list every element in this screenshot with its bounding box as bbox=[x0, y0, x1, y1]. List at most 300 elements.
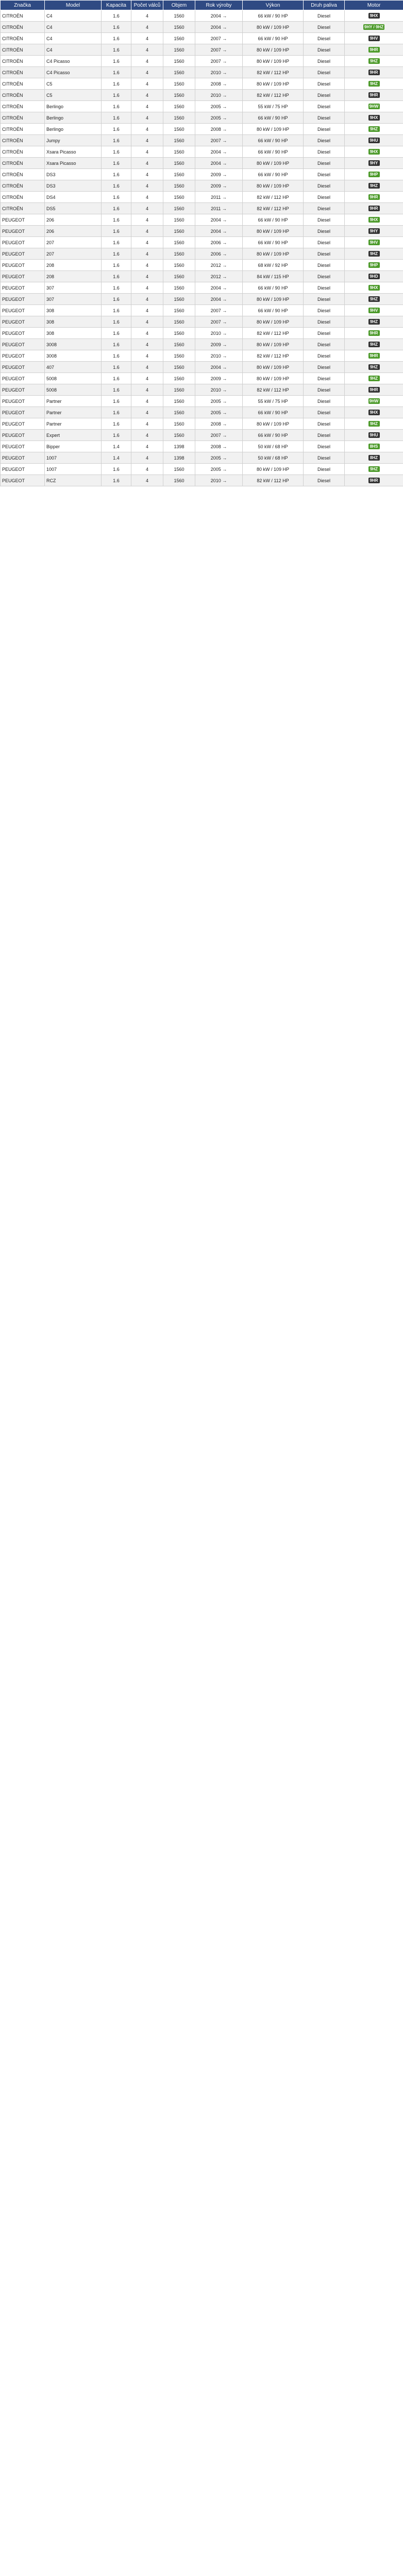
cell-engine bbox=[345, 441, 403, 452]
cell-fuel: Diesel bbox=[304, 124, 345, 135]
cell-cap: 1.6 bbox=[102, 328, 131, 339]
cell-engine bbox=[345, 90, 403, 101]
cell-cap: 1.6 bbox=[102, 305, 131, 316]
table-row bbox=[1, 373, 403, 384]
cell-engine bbox=[345, 430, 403, 441]
cell-brand: PEUGEOT bbox=[1, 328, 45, 339]
engine-code-badge: 9HX bbox=[368, 410, 380, 415]
cell-year: 2005 → bbox=[195, 112, 243, 124]
cell-year: 2006 → bbox=[195, 248, 243, 260]
cell-brand: PEUGEOT bbox=[1, 464, 45, 475]
cell-brand: PEUGEOT bbox=[1, 316, 45, 328]
cell-cap: 1.6 bbox=[102, 396, 131, 407]
cell-engine bbox=[345, 146, 403, 158]
cell-model: Xsara Picasso bbox=[45, 158, 102, 169]
cell-model: 407 bbox=[45, 362, 102, 373]
cell-cyl: 4 bbox=[131, 135, 163, 146]
cell-power: 66 kW / 90 HP bbox=[243, 146, 304, 158]
cell-cyl: 4 bbox=[131, 112, 163, 124]
cell-power: 80 kW / 109 HP bbox=[243, 44, 304, 56]
engine-code-badge: 9HY bbox=[368, 160, 380, 166]
cell-vol: 1560 bbox=[163, 339, 195, 350]
table-row bbox=[1, 305, 403, 316]
cell-vol: 1560 bbox=[163, 248, 195, 260]
cell-power: 66 kW / 90 HP bbox=[243, 169, 304, 180]
cell-vol: 1560 bbox=[163, 362, 195, 373]
cell-vol: 1560 bbox=[163, 328, 195, 339]
cell-cap: 1.6 bbox=[102, 271, 131, 282]
cell-power: 80 kW / 109 HP bbox=[243, 124, 304, 135]
cell-model: DS3 bbox=[45, 169, 102, 180]
cell-year: 2007 → bbox=[195, 56, 243, 67]
cell-brand: PEUGEOT bbox=[1, 418, 45, 430]
cell-power: 84 kW / 115 HP bbox=[243, 271, 304, 282]
cell-fuel: Diesel bbox=[304, 22, 345, 33]
table-header-row bbox=[1, 1, 403, 10]
engine-code-badge: 9HZ bbox=[368, 251, 380, 257]
cell-brand: PEUGEOT bbox=[1, 248, 45, 260]
cell-vol: 1560 bbox=[163, 418, 195, 430]
cell-vol: 1560 bbox=[163, 101, 195, 112]
cell-power: 80 kW / 109 HP bbox=[243, 226, 304, 237]
cell-power: 80 kW / 109 HP bbox=[243, 362, 304, 373]
cell-fuel: Diesel bbox=[304, 294, 345, 305]
column-header: Motor bbox=[345, 1, 403, 10]
cell-power: 80 kW / 109 HP bbox=[243, 464, 304, 475]
engine-code-badge: 9HX bbox=[368, 115, 380, 121]
cell-power: 66 kW / 90 HP bbox=[243, 135, 304, 146]
cell-engine bbox=[345, 396, 403, 407]
cell-cyl: 4 bbox=[131, 78, 163, 90]
cell-brand: PEUGEOT bbox=[1, 384, 45, 396]
cell-cap: 1.6 bbox=[102, 33, 131, 44]
cell-power: 50 kW / 68 HP bbox=[243, 452, 304, 464]
cell-fuel: Diesel bbox=[304, 418, 345, 430]
cell-vol: 1560 bbox=[163, 407, 195, 418]
cell-cap: 1.6 bbox=[102, 78, 131, 90]
cell-year: 2009 → bbox=[195, 373, 243, 384]
engine-code-badge: 9HX bbox=[368, 217, 380, 223]
cell-cap: 1.6 bbox=[102, 226, 131, 237]
cell-engine bbox=[345, 192, 403, 203]
engine-table bbox=[0, 0, 403, 486]
cell-model: C4 bbox=[45, 22, 102, 33]
table-row bbox=[1, 248, 403, 260]
cell-engine bbox=[345, 475, 403, 486]
cell-cyl: 4 bbox=[131, 90, 163, 101]
cell-cyl: 4 bbox=[131, 192, 163, 203]
engine-code-badge: 9HZ bbox=[368, 296, 380, 302]
cell-cap: 1.6 bbox=[102, 135, 131, 146]
cell-year: 2007 → bbox=[195, 135, 243, 146]
cell-brand: PEUGEOT bbox=[1, 396, 45, 407]
cell-year: 2005 → bbox=[195, 464, 243, 475]
cell-year: 2004 → bbox=[195, 362, 243, 373]
cell-engine bbox=[345, 180, 403, 192]
cell-model: Partner bbox=[45, 407, 102, 418]
cell-cap: 1.6 bbox=[102, 10, 131, 22]
table-row bbox=[1, 214, 403, 226]
cell-brand: CITROËN bbox=[1, 10, 45, 22]
cell-year: 2005 → bbox=[195, 407, 243, 418]
cell-engine bbox=[345, 169, 403, 180]
table-row bbox=[1, 237, 403, 248]
cell-engine bbox=[345, 294, 403, 305]
table-row bbox=[1, 362, 403, 373]
engine-code-badge: 8HS bbox=[368, 444, 380, 449]
table-row bbox=[1, 112, 403, 124]
cell-power: 82 kW / 112 HP bbox=[243, 90, 304, 101]
cell-cap: 1.6 bbox=[102, 56, 131, 67]
cell-cyl: 4 bbox=[131, 396, 163, 407]
cell-year: 2004 → bbox=[195, 226, 243, 237]
engine-code-badge: 9HR bbox=[368, 387, 380, 393]
cell-brand: PEUGEOT bbox=[1, 260, 45, 271]
cell-power: 55 kW / 75 HP bbox=[243, 101, 304, 112]
cell-cap: 1.6 bbox=[102, 90, 131, 101]
cell-year: 2011 → bbox=[195, 192, 243, 203]
cell-engine bbox=[345, 78, 403, 90]
cell-cap: 1.6 bbox=[102, 237, 131, 248]
cell-brand: PEUGEOT bbox=[1, 452, 45, 464]
cell-brand: PEUGEOT bbox=[1, 373, 45, 384]
cell-year: 2009 → bbox=[195, 180, 243, 192]
table-row bbox=[1, 180, 403, 192]
cell-engine bbox=[345, 112, 403, 124]
cell-vol: 1560 bbox=[163, 67, 195, 78]
cell-fuel: Diesel bbox=[304, 44, 345, 56]
cell-brand: CITROËN bbox=[1, 78, 45, 90]
cell-power: 66 kW / 90 HP bbox=[243, 430, 304, 441]
cell-model: Partner bbox=[45, 418, 102, 430]
engine-code-badge: 9HR bbox=[368, 70, 380, 75]
cell-cap: 1.6 bbox=[102, 373, 131, 384]
cell-brand: CITROËN bbox=[1, 203, 45, 214]
cell-cyl: 4 bbox=[131, 282, 163, 294]
cell-vol: 1560 bbox=[163, 260, 195, 271]
cell-year: 2007 → bbox=[195, 33, 243, 44]
cell-cap: 1.6 bbox=[102, 169, 131, 180]
table-body bbox=[1, 10, 403, 486]
table-row bbox=[1, 396, 403, 407]
cell-cap: 1.6 bbox=[102, 362, 131, 373]
cell-engine bbox=[345, 214, 403, 226]
cell-fuel: Diesel bbox=[304, 101, 345, 112]
cell-cyl: 4 bbox=[131, 10, 163, 22]
column-header: Rok výroby bbox=[195, 1, 243, 10]
table-row bbox=[1, 22, 403, 33]
cell-fuel: Diesel bbox=[304, 475, 345, 486]
table-row bbox=[1, 101, 403, 112]
table-row bbox=[1, 192, 403, 203]
cell-cap: 1.6 bbox=[102, 192, 131, 203]
cell-vol: 1560 bbox=[163, 475, 195, 486]
cell-model: 5008 bbox=[45, 384, 102, 396]
cell-cyl: 4 bbox=[131, 169, 163, 180]
table-row bbox=[1, 464, 403, 475]
cell-cyl: 4 bbox=[131, 146, 163, 158]
cell-year: 2010 → bbox=[195, 384, 243, 396]
cell-power: 80 kW / 109 HP bbox=[243, 78, 304, 90]
engine-code-badge: 9HX bbox=[368, 13, 380, 19]
cell-year: 2004 → bbox=[195, 10, 243, 22]
table-row bbox=[1, 260, 403, 271]
cell-cap: 1.6 bbox=[102, 350, 131, 362]
cell-model: 308 bbox=[45, 305, 102, 316]
cell-model: 208 bbox=[45, 260, 102, 271]
cell-fuel: Diesel bbox=[304, 10, 345, 22]
cell-cap: 1.6 bbox=[102, 112, 131, 124]
cell-brand: CITROËN bbox=[1, 33, 45, 44]
engine-code-badge: 9HZ bbox=[368, 376, 380, 381]
cell-engine bbox=[345, 44, 403, 56]
cell-vol: 1560 bbox=[163, 169, 195, 180]
cell-year: 2004 → bbox=[195, 22, 243, 33]
cell-cyl: 4 bbox=[131, 124, 163, 135]
engine-code-badge: 8HZ bbox=[368, 455, 380, 461]
cell-power: 66 kW / 90 HP bbox=[243, 237, 304, 248]
engine-code-badge: 9HX bbox=[368, 149, 380, 155]
table-row bbox=[1, 203, 403, 214]
cell-brand: CITROËN bbox=[1, 56, 45, 67]
cell-vol: 1560 bbox=[163, 214, 195, 226]
table-row bbox=[1, 282, 403, 294]
table-row bbox=[1, 430, 403, 441]
cell-engine bbox=[345, 203, 403, 214]
cell-fuel: Diesel bbox=[304, 248, 345, 260]
cell-brand: PEUGEOT bbox=[1, 282, 45, 294]
engine-code-badge: 9HR bbox=[368, 194, 380, 200]
cell-year: 2007 → bbox=[195, 44, 243, 56]
cell-cyl: 4 bbox=[131, 214, 163, 226]
engine-code-badge: 9HZ bbox=[368, 183, 380, 189]
cell-fuel: Diesel bbox=[304, 441, 345, 452]
cell-cap: 1.6 bbox=[102, 124, 131, 135]
cell-power: 66 kW / 90 HP bbox=[243, 33, 304, 44]
cell-model: C4 Picasso bbox=[45, 67, 102, 78]
cell-model: 307 bbox=[45, 294, 102, 305]
cell-year: 2007 → bbox=[195, 430, 243, 441]
cell-model: C5 bbox=[45, 78, 102, 90]
cell-model: Xsara Picasso bbox=[45, 146, 102, 158]
cell-fuel: Diesel bbox=[304, 33, 345, 44]
cell-vol: 1560 bbox=[163, 146, 195, 158]
cell-power: 82 kW / 112 HP bbox=[243, 203, 304, 214]
cell-fuel: Diesel bbox=[304, 67, 345, 78]
cell-year: 2011 → bbox=[195, 203, 243, 214]
cell-year: 2009 → bbox=[195, 169, 243, 180]
cell-year: 2010 → bbox=[195, 475, 243, 486]
cell-cyl: 4 bbox=[131, 316, 163, 328]
engine-code-badge: 9HP bbox=[368, 262, 380, 268]
cell-year: 2007 → bbox=[195, 305, 243, 316]
cell-cyl: 4 bbox=[131, 452, 163, 464]
cell-vol: 1560 bbox=[163, 135, 195, 146]
cell-cyl: 4 bbox=[131, 328, 163, 339]
cell-year: 2004 → bbox=[195, 282, 243, 294]
cell-fuel: Diesel bbox=[304, 430, 345, 441]
cell-year: 2012 → bbox=[195, 260, 243, 271]
cell-cap: 1.6 bbox=[102, 101, 131, 112]
cell-model: C4 Picasso bbox=[45, 56, 102, 67]
cell-cap: 1.4 bbox=[102, 441, 131, 452]
cell-brand: CITROËN bbox=[1, 101, 45, 112]
cell-brand: CITROËN bbox=[1, 192, 45, 203]
cell-engine bbox=[345, 237, 403, 248]
cell-engine bbox=[345, 418, 403, 430]
table-row bbox=[1, 56, 403, 67]
cell-vol: 1560 bbox=[163, 237, 195, 248]
cell-vol: 1560 bbox=[163, 124, 195, 135]
column-header: Počet válců bbox=[131, 1, 163, 10]
cell-model: Expert bbox=[45, 430, 102, 441]
cell-power: 66 kW / 90 HP bbox=[243, 407, 304, 418]
cell-brand: PEUGEOT bbox=[1, 339, 45, 350]
table-row bbox=[1, 328, 403, 339]
engine-code-badge: 9HR bbox=[368, 330, 380, 336]
engine-code-badge: 9HZ bbox=[368, 319, 380, 325]
cell-vol: 1560 bbox=[163, 56, 195, 67]
cell-power: 82 kW / 112 HP bbox=[243, 384, 304, 396]
cell-brand: PEUGEOT bbox=[1, 271, 45, 282]
cell-fuel: Diesel bbox=[304, 226, 345, 237]
cell-engine bbox=[345, 350, 403, 362]
cell-engine bbox=[345, 135, 403, 146]
cell-fuel: Diesel bbox=[304, 271, 345, 282]
cell-cyl: 4 bbox=[131, 237, 163, 248]
cell-model: Berlingo bbox=[45, 101, 102, 112]
cell-brand: PEUGEOT bbox=[1, 430, 45, 441]
cell-engine bbox=[345, 101, 403, 112]
cell-fuel: Diesel bbox=[304, 452, 345, 464]
cell-cap: 1.6 bbox=[102, 475, 131, 486]
cell-fuel: Diesel bbox=[304, 316, 345, 328]
cell-model: Berlingo bbox=[45, 112, 102, 124]
cell-cyl: 4 bbox=[131, 373, 163, 384]
table-row bbox=[1, 452, 403, 464]
cell-cyl: 4 bbox=[131, 226, 163, 237]
cell-model: 1007 bbox=[45, 464, 102, 475]
cell-power: 80 kW / 109 HP bbox=[243, 294, 304, 305]
column-header: Značka bbox=[1, 1, 45, 10]
cell-vol: 1560 bbox=[163, 10, 195, 22]
cell-brand: PEUGEOT bbox=[1, 475, 45, 486]
engine-code-badge: 9HZ bbox=[368, 364, 380, 370]
cell-vol: 1560 bbox=[163, 396, 195, 407]
cell-cyl: 4 bbox=[131, 44, 163, 56]
cell-brand: PEUGEOT bbox=[1, 294, 45, 305]
cell-power: 80 kW / 109 HP bbox=[243, 339, 304, 350]
engine-code-badge: 9HV bbox=[368, 308, 380, 313]
cell-cyl: 4 bbox=[131, 248, 163, 260]
cell-brand: CITROËN bbox=[1, 67, 45, 78]
cell-fuel: Diesel bbox=[304, 282, 345, 294]
cell-engine bbox=[345, 226, 403, 237]
cell-model: Bipper bbox=[45, 441, 102, 452]
cell-vol: 1560 bbox=[163, 373, 195, 384]
cell-year: 2008 → bbox=[195, 418, 243, 430]
cell-model: C4 bbox=[45, 33, 102, 44]
cell-cyl: 4 bbox=[131, 294, 163, 305]
cell-cap: 1.6 bbox=[102, 430, 131, 441]
cell-brand: CITROËN bbox=[1, 146, 45, 158]
cell-model: 206 bbox=[45, 214, 102, 226]
cell-brand: CITROËN bbox=[1, 44, 45, 56]
cell-year: 2005 → bbox=[195, 452, 243, 464]
engine-code-badge: 9HR bbox=[368, 92, 380, 98]
table-row bbox=[1, 475, 403, 486]
cell-power: 66 kW / 90 HP bbox=[243, 305, 304, 316]
cell-fuel: Diesel bbox=[304, 203, 345, 214]
engine-code-badge: 9HZ bbox=[368, 342, 380, 347]
cell-model: 3008 bbox=[45, 339, 102, 350]
cell-engine bbox=[345, 373, 403, 384]
cell-fuel: Diesel bbox=[304, 384, 345, 396]
engine-code-badge: 9HZ bbox=[368, 81, 380, 87]
cell-year: 2005 → bbox=[195, 101, 243, 112]
cell-engine bbox=[345, 56, 403, 67]
cell-brand: PEUGEOT bbox=[1, 350, 45, 362]
cell-engine bbox=[345, 282, 403, 294]
cell-vol: 1560 bbox=[163, 350, 195, 362]
cell-vol: 1560 bbox=[163, 203, 195, 214]
cell-cyl: 4 bbox=[131, 180, 163, 192]
cell-cyl: 4 bbox=[131, 158, 163, 169]
cell-power: 80 kW / 109 HP bbox=[243, 56, 304, 67]
cell-year: 2010 → bbox=[195, 350, 243, 362]
cell-year: 2008 → bbox=[195, 441, 243, 452]
engine-code-badge: 9HU bbox=[368, 432, 380, 438]
engine-code-badge: 9HW bbox=[368, 398, 380, 404]
engine-code-badge: 9HY / 9HZ bbox=[364, 25, 384, 29]
cell-power: 66 kW / 90 HP bbox=[243, 282, 304, 294]
cell-power: 66 kW / 90 HP bbox=[243, 214, 304, 226]
cell-engine bbox=[345, 305, 403, 316]
cell-vol: 1560 bbox=[163, 180, 195, 192]
engine-code-badge: 9HZ bbox=[368, 126, 380, 132]
cell-cap: 1.6 bbox=[102, 203, 131, 214]
cell-power: 82 kW / 112 HP bbox=[243, 328, 304, 339]
cell-model: C4 bbox=[45, 10, 102, 22]
table-row bbox=[1, 135, 403, 146]
cell-cap: 1.6 bbox=[102, 248, 131, 260]
cell-fuel: Diesel bbox=[304, 407, 345, 418]
engine-code-badge: 9HV bbox=[368, 36, 380, 41]
cell-engine bbox=[345, 124, 403, 135]
cell-cyl: 4 bbox=[131, 260, 163, 271]
cell-engine bbox=[345, 384, 403, 396]
table-row bbox=[1, 67, 403, 78]
cell-vol: 1560 bbox=[163, 22, 195, 33]
cell-fuel: Diesel bbox=[304, 112, 345, 124]
cell-cap: 1.6 bbox=[102, 260, 131, 271]
cell-brand: PEUGEOT bbox=[1, 226, 45, 237]
cell-cyl: 4 bbox=[131, 33, 163, 44]
cell-fuel: Diesel bbox=[304, 237, 345, 248]
cell-model: 308 bbox=[45, 316, 102, 328]
table-row bbox=[1, 441, 403, 452]
cell-year: 2008 → bbox=[195, 78, 243, 90]
cell-engine bbox=[345, 271, 403, 282]
cell-brand: PEUGEOT bbox=[1, 237, 45, 248]
cell-model: 1007 bbox=[45, 452, 102, 464]
cell-cap: 1.6 bbox=[102, 464, 131, 475]
cell-cyl: 4 bbox=[131, 384, 163, 396]
cell-cap: 1.6 bbox=[102, 158, 131, 169]
cell-power: 82 kW / 112 HP bbox=[243, 350, 304, 362]
cell-model: C5 bbox=[45, 90, 102, 101]
cell-model: 206 bbox=[45, 226, 102, 237]
